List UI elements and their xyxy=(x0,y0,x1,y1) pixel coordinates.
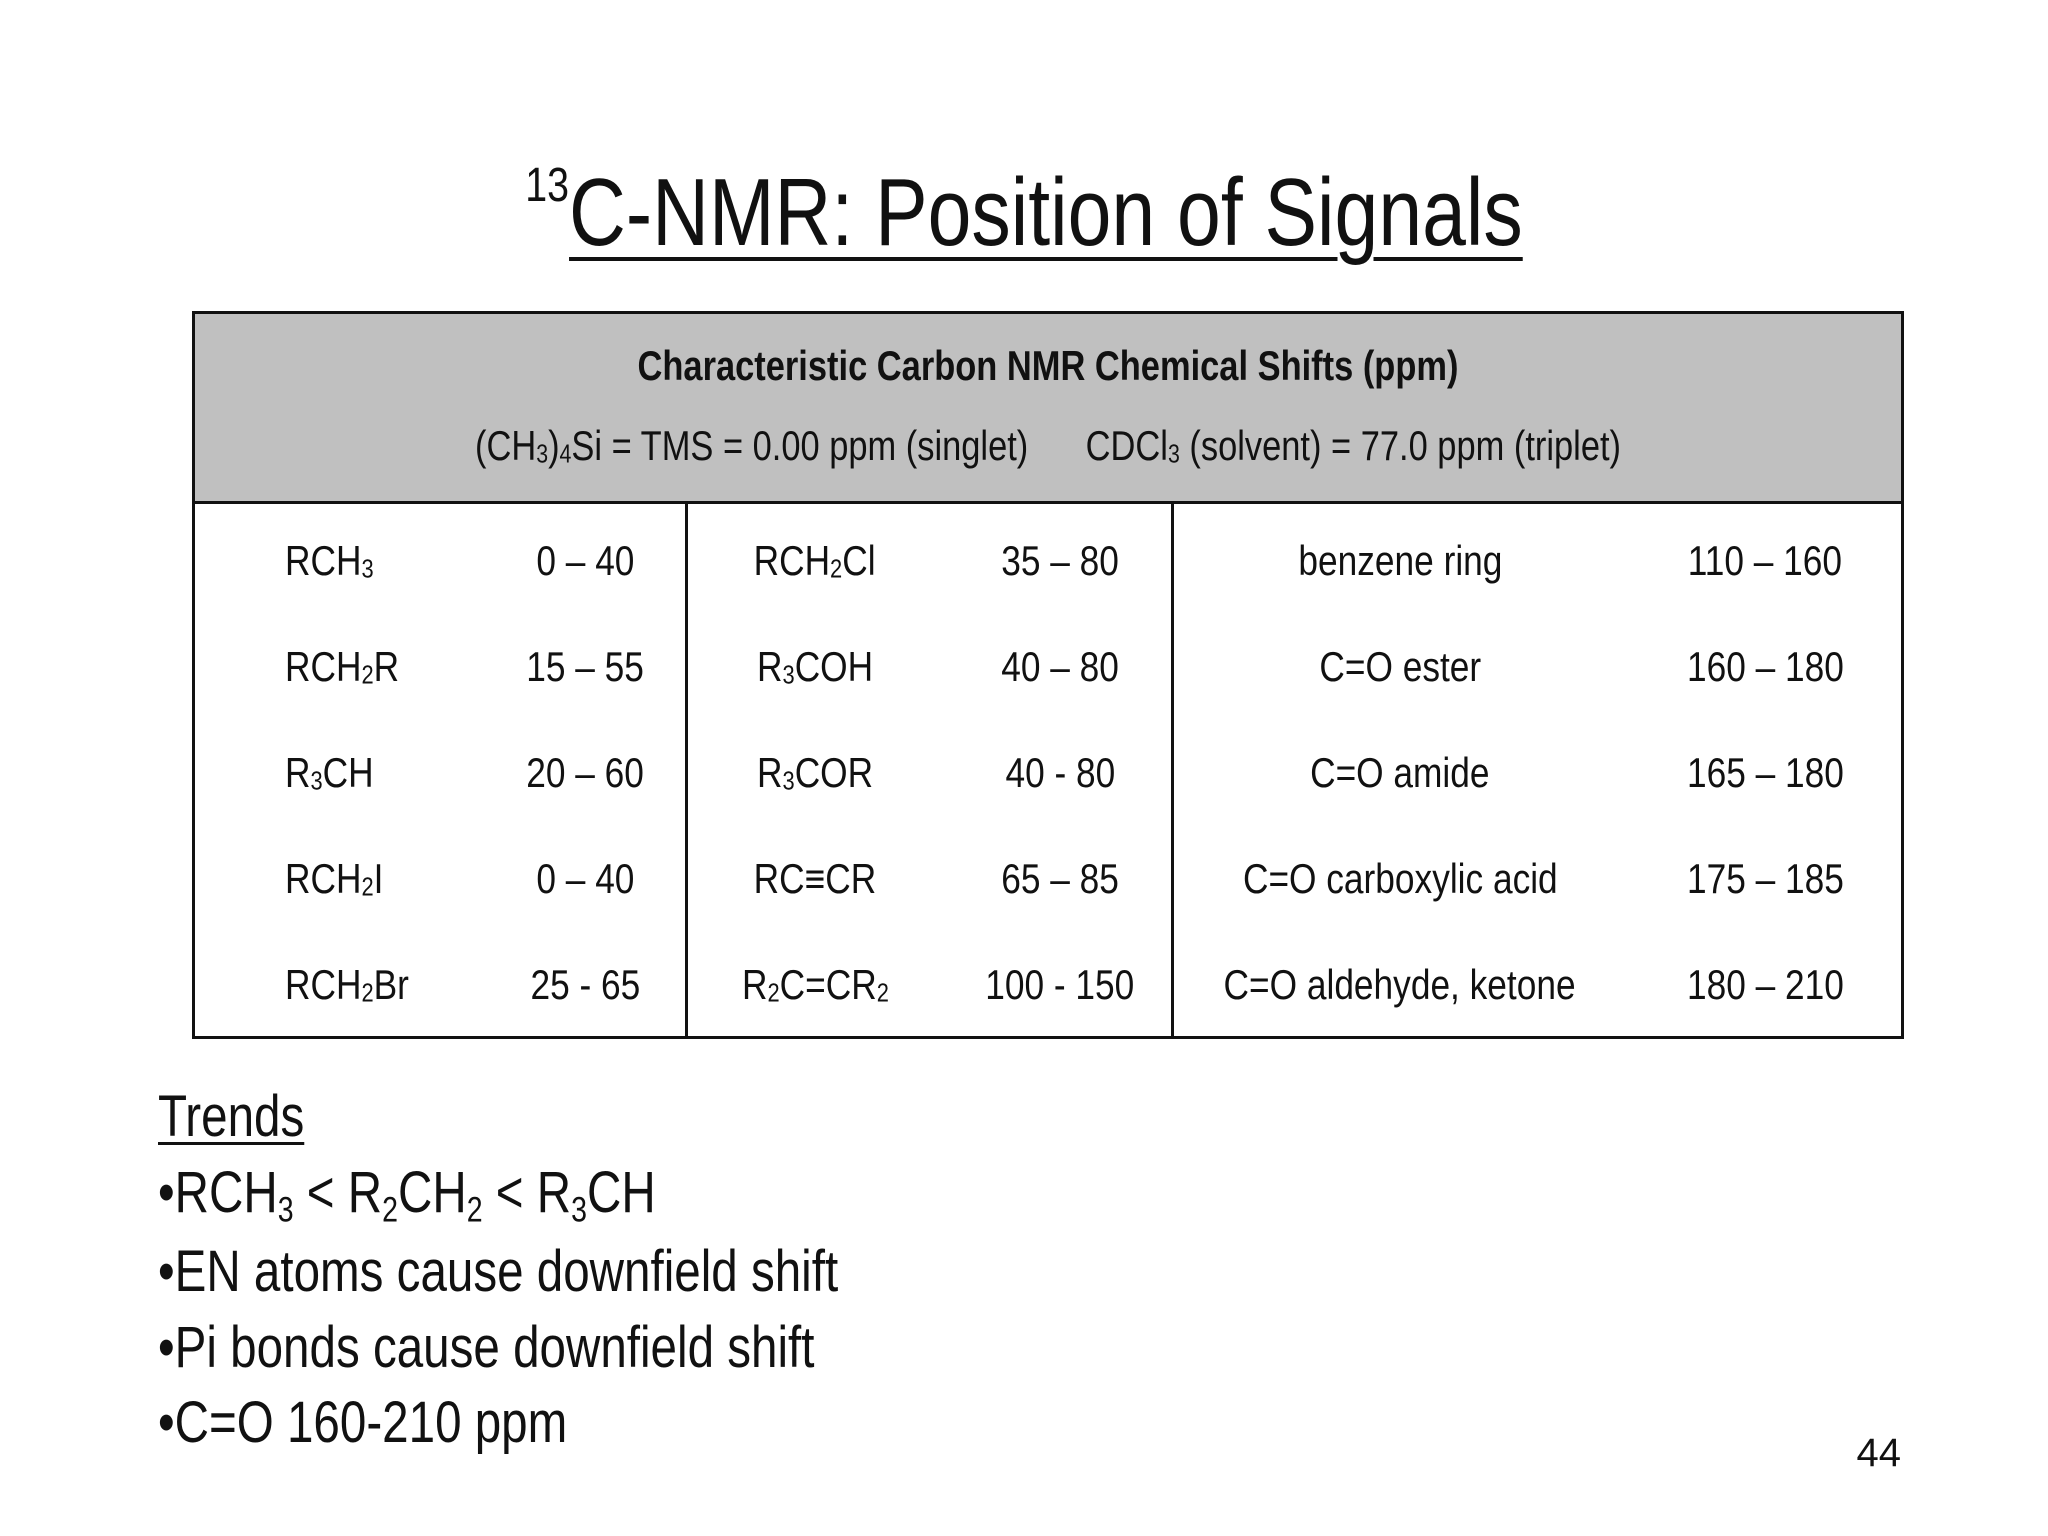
range-cell: 25 - 65 xyxy=(530,961,640,1008)
range-cell: 175 – 185 xyxy=(1686,855,1844,902)
range-cell: 0 – 40 xyxy=(535,537,635,584)
table-header-reference xyxy=(349,422,1748,470)
formula-cell: RCH3 xyxy=(285,537,374,584)
group-cell: C=O amide xyxy=(1310,749,1490,796)
page-number: 44 xyxy=(1856,1431,1901,1475)
range-cell: 160 – 180 xyxy=(1686,643,1844,690)
trend-item: •Pi bonds cause downfield shift xyxy=(158,1314,815,1380)
column-divider xyxy=(1171,504,1174,1039)
range-cell: 180 – 210 xyxy=(1686,961,1844,1008)
trends-heading: Trends xyxy=(158,1084,305,1149)
group-cell: benzene ring xyxy=(1297,537,1502,584)
ref-sub: 3 xyxy=(1167,438,1180,469)
ref-text: CDCl xyxy=(1085,422,1168,469)
table-header-title: Characteristic Carbon NMR Chemical Shifts (ppm) xyxy=(637,342,1459,389)
range-cell: 100 - 150 xyxy=(985,961,1135,1008)
formula-cell: RC≡CR xyxy=(753,855,877,902)
chemical-shift-table xyxy=(192,311,1904,1039)
formula-cell: R3COH xyxy=(756,643,874,690)
range-cell: 165 – 180 xyxy=(1686,749,1844,796)
formula-cell: R3CH xyxy=(285,749,374,796)
title-text: C-NMR: Position of Signals xyxy=(569,159,1523,266)
formula-cell: RCH2Cl xyxy=(754,537,876,584)
formula-cell: R3COR xyxy=(756,749,874,796)
range-cell: 35 – 80 xyxy=(1001,537,1119,584)
formula-cell: RCH2I xyxy=(285,855,384,902)
trend-item: •EN atoms cause downfield shift xyxy=(158,1239,839,1305)
group-cell: C=O ester xyxy=(1319,643,1481,690)
range-cell: 110 – 160 xyxy=(1687,537,1843,584)
group-cell: C=O aldehyde, ketone xyxy=(1223,961,1577,1008)
formula-cell: RCH2R xyxy=(285,643,400,690)
formula-cell: RCH2Br xyxy=(285,961,409,1008)
ref-text: Si = TMS = 0.00 ppm (singlet) xyxy=(571,422,1029,469)
ref-sub: 3 xyxy=(536,438,549,469)
trends-list xyxy=(158,1082,838,1458)
table-header xyxy=(195,314,1901,504)
trend-item: •C=O 160-210 ppm xyxy=(158,1390,568,1456)
ref-text: (CH xyxy=(474,422,537,469)
column-divider xyxy=(685,504,688,1039)
range-cell: 15 – 55 xyxy=(526,643,644,690)
slide-title xyxy=(184,160,1863,266)
group-cell: C=O carboxylic acid xyxy=(1242,855,1558,902)
range-cell: 40 – 80 xyxy=(1001,643,1119,690)
ref-text: ) xyxy=(548,422,560,469)
title-superscript: 13 xyxy=(525,159,570,212)
range-cell: 0 – 40 xyxy=(535,855,635,902)
ref-text: (solvent) = 77.0 ppm (triplet) xyxy=(1179,422,1622,469)
range-cell: 20 – 60 xyxy=(526,749,644,796)
range-cell: 40 - 80 xyxy=(1005,749,1115,796)
trend-item: •RCH3 < R2CH2 < R3CH xyxy=(158,1159,656,1230)
formula-cell: R2C=CR2 xyxy=(741,961,889,1008)
range-cell: 65 – 85 xyxy=(1001,855,1119,902)
ref-sub: 4 xyxy=(559,438,572,469)
